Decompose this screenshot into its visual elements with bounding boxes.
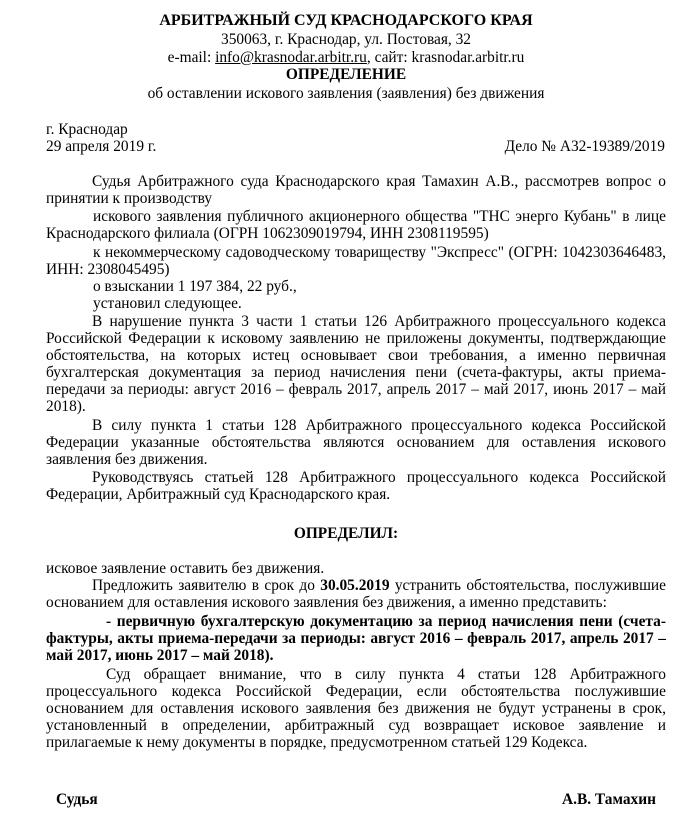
- paragraph-basis: В силу пункта 1 статьи 128 Арбитражного процессуального кодекса Российской Федерации указанные обстоятельства являются основанием для оставления искового заявления без движения.: [46, 417, 666, 468]
- intro-line-2b: Краснодарского филиала (ОГРН 1062309019794, ИНН 2308119595): [46, 225, 489, 242]
- intro-line-3: к некоммерческому садоводческому товариществу "Экспресс" (ОГРН: 1042303646483,: [93, 244, 666, 261]
- intro-line-3b: ИНН: 2308045495): [46, 261, 170, 278]
- court-contacts: [0, 49, 692, 66]
- claim-amount: о взыскании 1 197 384, 22 руб.,: [93, 278, 297, 295]
- document-subject: об оставлении искового заявления (заявления) без движения: [147, 85, 545, 102]
- case-number: Дело № А32-19389/2019: [504, 138, 665, 155]
- city: г. Краснодар: [46, 121, 128, 138]
- ruling-item-2-pre: Предложить заявителю в срок до: [92, 577, 321, 594]
- intro-line-1: Судья Арбитражного суда Краснодарского края Тамахин А.В., рассмотрев вопрос о: [92, 173, 666, 190]
- intro-line-2: искового заявления публичного акционерного общества "ТНС энерго Кубань" в лице: [93, 208, 666, 225]
- document-date: 29 апреля 2019 г.: [46, 138, 157, 155]
- ruling-item-2: [46, 577, 666, 611]
- site-label: , сайт: krasnodar.arbitr.ru: [366, 49, 525, 66]
- ruling-item-3: - первичную бухгалтерскую документацию за период начисления пени (счета-фактуры, акты приема-передачи за периоды: август 2016 – февраль 2017, апрель 2017 – май 2017, июнь 2017 – май 2018).: [46, 613, 666, 664]
- established-line: установил следующее.: [93, 295, 242, 312]
- intro-line-1b: принятии к производству: [46, 190, 213, 207]
- signature-role: Судья: [56, 791, 98, 808]
- email-label: e-mail:: [167, 49, 216, 66]
- ruling-item-2-post: устранить обстоятельства, послужившие основанием для оставления искового заявления без движения, а именно представить:: [46, 577, 666, 611]
- paragraph-guided: Руководствуясь статьей 128 Арбитражного процессуального кодекса Российской Федерации, Арбитражный суд Краснодарского края.: [46, 469, 666, 503]
- signature-name: А.В. Тамахин: [561, 791, 656, 808]
- ruling-heading: ОПРЕДЕЛИЛ:: [293, 525, 399, 542]
- ruling-item-4: Суд обращает внимание, что в силу пункта 4 статьи 128 Арбитражного процессуального кодекса Российской Федерации, если обстоятельства послужившие основанием для оставления искового заявления без движения не будут устранены в срок, установленный в определении, арбитражный суд возвращает исковое заявление и прилагаемые к нему документы в порядке, предусмотренном статьей 129 Кодекса.: [46, 666, 666, 751]
- paragraph-violation: В нарушение пункта 3 части 1 статьи 126 Арбитражного процессуального кодекса Российской Федерации к исковому заявлению не приложены документы, подтверждающие обстоятельства, на которых истец основывает свои требования, а именно первичная бухгалтерская документация за период начисления пени (счета-фактуры, акты приема-передачи за периоды: август 2016 – февраль 2017, апрель 2017 – май 2017, июнь 2017 – май 2018).: [46, 313, 666, 415]
- court-name: АРБИТРАЖНЫЙ СУД КРАСНОДАРСКОГО КРАЯ: [159, 12, 533, 29]
- court-address: 350063, г. Краснодар, ул. Постовая, 32: [221, 31, 471, 48]
- ruling-item-1: исковое заявление оставить без движения.: [46, 560, 325, 577]
- email-link[interactable]: info@krasnodar.arbitr.ru: [215, 49, 367, 66]
- deadline-date: 30.05.2019: [320, 577, 390, 594]
- document-type: ОПРЕДЕЛЕНИЕ: [285, 66, 407, 83]
